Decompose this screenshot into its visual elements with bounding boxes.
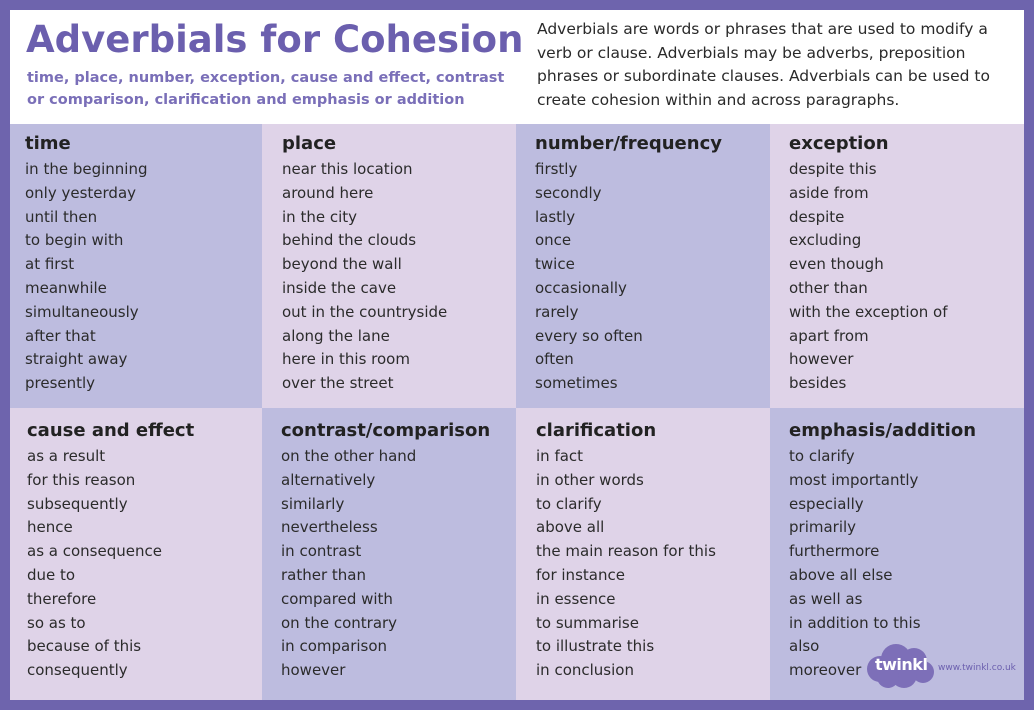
word-item: on the other hand — [281, 447, 417, 465]
word-list — [281, 445, 516, 683]
word-item: primarily — [789, 518, 857, 537]
word-item: even though — [789, 255, 884, 274]
word-list — [27, 445, 262, 683]
word-item: besides — [789, 374, 847, 393]
word-item: in other words — [536, 470, 644, 489]
category-cause-and-effect — [10, 408, 262, 700]
word-item: in comparison — [281, 637, 388, 656]
word-item: however — [789, 350, 854, 369]
word-item: presently — [25, 374, 96, 393]
word-item: lastly — [535, 207, 576, 226]
word-item: along the lane — [282, 326, 390, 345]
word-item: meanwhile — [25, 278, 107, 297]
word-item: in the beginning — [25, 160, 148, 178]
word-item: alternatively — [281, 470, 376, 489]
word-item: in essence — [536, 589, 616, 608]
word-item: straight away — [25, 350, 128, 369]
word-item: nevertheless — [281, 518, 378, 537]
word-item: once — [535, 231, 572, 250]
word-item: in fact — [536, 447, 584, 465]
word-item: due to — [27, 565, 76, 584]
word-item: however — [281, 661, 346, 680]
word-item: for this reason — [27, 470, 136, 489]
word-item: as a result — [27, 447, 106, 465]
category-place — [262, 124, 516, 408]
word-item: every so often — [535, 326, 643, 345]
word-item: simultaneously — [25, 302, 139, 321]
category-title: emphasis/addition — [789, 420, 977, 441]
word-item: sometimes — [535, 374, 618, 393]
word-item: subsequently — [27, 494, 128, 513]
word-item: above all else — [789, 565, 893, 584]
word-item: in the city — [282, 207, 357, 226]
word-item: inside the cave — [282, 278, 397, 297]
word-item: on the contrary — [281, 613, 398, 632]
word-list — [536, 445, 770, 683]
category-title: cause and effect — [27, 420, 195, 441]
word-item: rather than — [281, 565, 366, 584]
word-item: behind the clouds — [282, 231, 417, 250]
word-item: aside from — [789, 183, 869, 202]
page-subtitle: time, place, number, exception, cause and effect, contrast or comparison, clarification and emphasis or addition — [27, 70, 505, 108]
word-item: only yesterday — [25, 183, 137, 202]
category-time — [10, 124, 262, 408]
category-title: contrast/comparison — [281, 420, 491, 441]
word-item: for instance — [536, 565, 625, 584]
word-item: as a consequence — [27, 542, 162, 561]
adverbial-grid — [10, 124, 1024, 700]
logo-wordmark: twinkl — [875, 655, 928, 674]
word-item: hence — [27, 518, 73, 537]
word-item: because of this — [27, 637, 142, 656]
word-item: in contrast — [281, 542, 362, 561]
header — [10, 10, 1024, 124]
word-item: so as to — [27, 613, 86, 632]
word-item: therefore — [27, 589, 97, 608]
word-item: after that — [25, 326, 96, 345]
word-item: here in this room — [282, 350, 410, 369]
word-item: to begin with — [25, 231, 124, 250]
intro-text: Adverbials are words or phrases that are used to modify a verb or clause. Adverbials may be adverbs, preposition phrases or subordinate clauses. Adverbials can be used to create cohesion within and across paragraphs. — [537, 20, 990, 109]
category-title: exception — [789, 133, 889, 154]
word-item: around here — [282, 183, 374, 202]
word-item: despite this — [789, 160, 877, 178]
word-item: despite — [789, 207, 845, 226]
word-list — [535, 158, 770, 396]
word-item: over the street — [282, 374, 394, 393]
category-title: clarification — [536, 420, 657, 441]
word-item: also — [789, 637, 820, 656]
word-item: to clarify — [789, 447, 855, 465]
word-item: often — [535, 350, 574, 369]
word-item: most importantly — [789, 470, 919, 489]
word-item: similarly — [281, 494, 345, 513]
word-item: as well as — [789, 589, 863, 608]
page-title: Adverbials for Cohesion — [26, 18, 524, 61]
category-contrast-comparison — [262, 408, 516, 700]
word-item: out in the countryside — [282, 302, 448, 321]
word-item: with the exception of — [789, 302, 948, 321]
word-item: at first — [25, 255, 75, 274]
word-item: twice — [535, 255, 575, 274]
word-list — [789, 158, 1024, 396]
word-item: the main reason for this — [536, 542, 716, 561]
twinkl-logo — [866, 643, 1024, 693]
word-item: consequently — [27, 661, 128, 680]
word-item: apart from — [789, 326, 869, 345]
word-item: beyond the wall — [282, 255, 402, 274]
word-list — [282, 158, 516, 396]
word-item: especially — [789, 494, 864, 513]
word-item: to clarify — [536, 494, 602, 513]
word-item: firstly — [535, 160, 578, 178]
word-item: above all — [536, 518, 605, 537]
word-item: occasionally — [535, 278, 627, 297]
category-number-frequency — [516, 124, 770, 408]
word-item: to illustrate this — [536, 637, 655, 656]
word-item: until then — [25, 207, 98, 226]
word-item: secondly — [535, 183, 602, 202]
poster — [10, 10, 1024, 700]
word-item: excluding — [789, 231, 862, 250]
word-item: other than — [789, 278, 868, 297]
word-item: moreover — [789, 661, 862, 680]
word-item: furthermore — [789, 542, 880, 561]
word-list — [25, 158, 262, 396]
word-item: in conclusion — [536, 661, 634, 680]
word-item: near this location — [282, 160, 413, 178]
category-title: number/frequency — [535, 133, 722, 154]
word-item: compared with — [281, 589, 393, 608]
category-clarification — [516, 408, 770, 700]
logo-url: www.twinkl.co.uk — [938, 663, 1016, 673]
category-exception — [770, 124, 1024, 408]
word-item: rarely — [535, 302, 579, 321]
word-item: in addition to this — [789, 613, 921, 632]
category-title: place — [282, 133, 337, 154]
word-item: to summarise — [536, 613, 639, 632]
category-title: time — [25, 133, 71, 154]
